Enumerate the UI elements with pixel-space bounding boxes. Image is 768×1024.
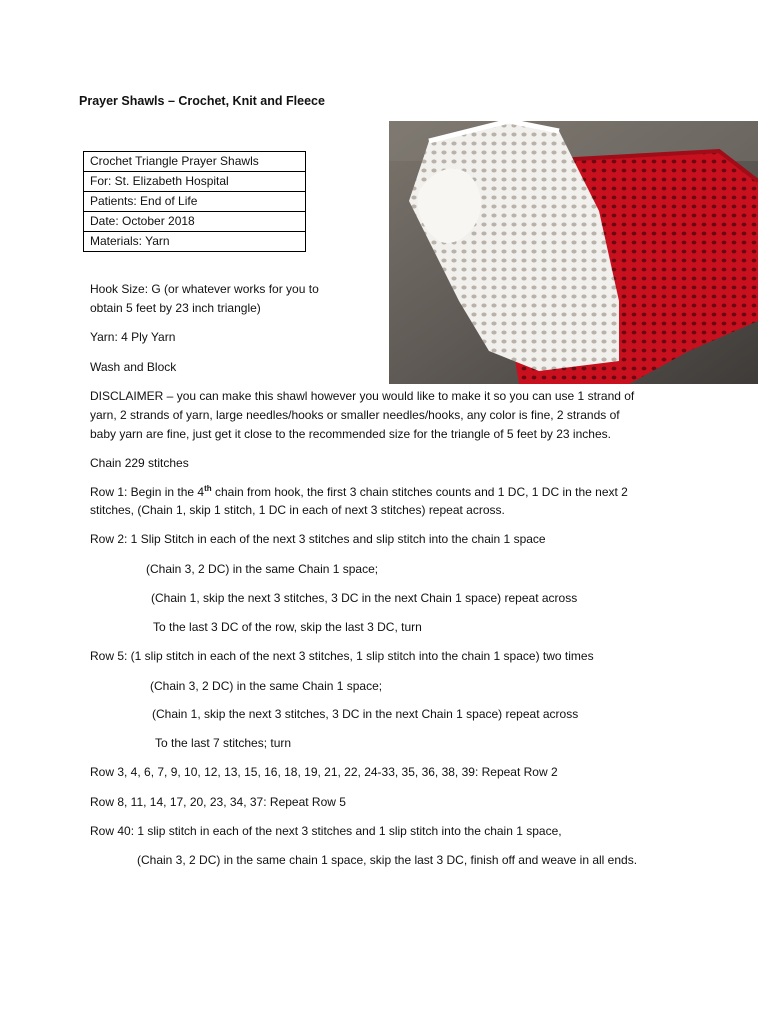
hook-size-line-2: obtain 5 feet by 23 inch triangle) (90, 301, 261, 315)
shawl-photo (389, 121, 758, 384)
table-row (84, 212, 306, 232)
table-cell: Patients: End of Life (84, 192, 306, 212)
table-row (84, 172, 306, 192)
row1-line-1 (90, 482, 628, 502)
row5-line: Row 5: (1 slip stitch in each of the next 3 stitches, 1 slip stitch into the chain 1 space) two times (90, 649, 594, 663)
shawl-illustration (389, 121, 758, 384)
wash-line: Wash and Block (90, 360, 177, 374)
row2-step-c: To the last 3 DC of the row, skip the last 3 DC, turn (153, 620, 422, 634)
disclaimer-line-2: yarn, 2 strands of yarn, large needles/hooks or smaller needles/hooks, any color is fine, 2 strands of (90, 408, 620, 422)
row1-before: Row 1: Begin in the 4 (90, 485, 205, 499)
table-cell: Crochet Triangle Prayer Shawls (84, 152, 306, 172)
table-cell: Date: October 2018 (84, 212, 306, 232)
page-title: Prayer Shawls – Crochet, Knit and Fleece (79, 94, 325, 108)
row1-after: chain from hook, the first 3 chain stitches counts and 1 DC, 1 DC in the next 2 (211, 485, 628, 499)
row40-line: Row 40: 1 slip stitch in each of the next 3 stitches and 1 slip stitch into the chain 1 space, (90, 824, 562, 838)
row5-step-b: (Chain 1, skip the next 3 stitches, 3 DC in the next Chain 1 space) repeat across (152, 707, 579, 721)
disclaimer-line-1: DISCLAIMER – you can make this shawl however you would like to make it so you can use 1 strand of (90, 389, 635, 403)
disclaimer-line-3: baby yarn are fine, just get it close to the recommended size for the triangle of 5 feet by 23 inches. (90, 427, 611, 441)
row5-step-a: (Chain 3, 2 DC) in the same Chain 1 space; (150, 679, 383, 693)
info-table (83, 151, 306, 252)
table-cell: Materials: Yarn (84, 232, 306, 252)
table-row (84, 192, 306, 212)
table-row (84, 232, 306, 252)
repeat-row5-line: Row 8, 11, 14, 17, 20, 23, 34, 37: Repeat Row 5 (90, 795, 346, 809)
row2-line: Row 2: 1 Slip Stitch in each of the next 3 stitches and slip stitch into the chain 1 space (90, 532, 546, 546)
row2-step-b: (Chain 1, skip the next 3 stitches, 3 DC in the next Chain 1 space) repeat across (151, 591, 578, 605)
hook-size-line-1: Hook Size: G (or whatever works for you to (90, 282, 319, 296)
table-cell: For: St. Elizabeth Hospital (84, 172, 306, 192)
table-row (84, 152, 306, 172)
row2-step-a: (Chain 3, 2 DC) in the same Chain 1 space; (146, 562, 379, 576)
row1-superscript: th (204, 484, 212, 493)
repeat-row2-line: Row 3, 4, 6, 7, 9, 10, 12, 13, 15, 16, 18, 19, 21, 22, 24-33, 35, 36, 38, 39: Repeat Row 2 (90, 765, 558, 779)
row5-step-c: To the last 7 stitches; turn (155, 736, 292, 750)
yarn-line: Yarn: 4 Ply Yarn (90, 330, 176, 344)
chain-line: Chain 229 stitches (90, 456, 189, 470)
row1-line-2: stitches, (Chain 1, skip 1 stitch, 1 DC in each of next 3 stitches) repeat across. (90, 503, 505, 517)
row40-step-a: (Chain 3, 2 DC) in the same chain 1 space, skip the last 3 DC, finish off and weave in all ends. (137, 853, 638, 867)
